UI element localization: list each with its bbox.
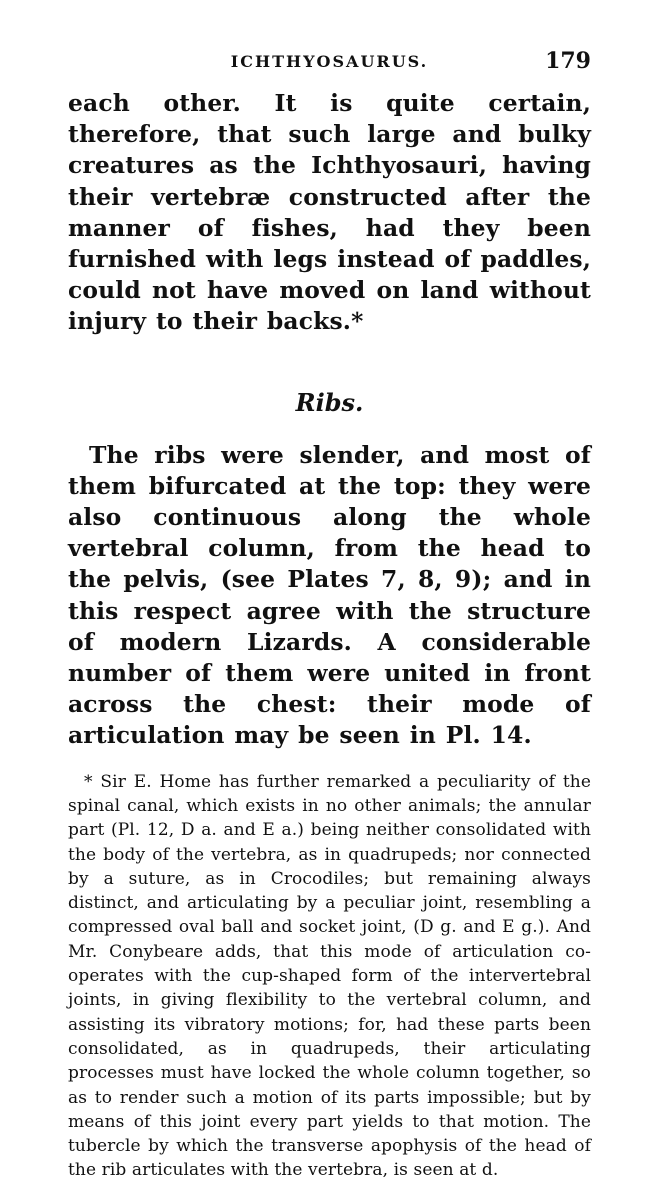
footnote <box>68 770 591 1183</box>
book-page <box>68 48 592 1200</box>
ribs-paragraph: The ribs were slender, and most of them bifurcated at the top: they were also continuous along the whole vertebral column, from the head to the pelvis, (see Plates 7, 8, 9); and in this respect agree with the structure of modern Lizards. A considerable number of them were united in front across the chest: their mode of articulation may be seen in Pl. 14. <box>68 440 591 750</box>
section-heading-ribs: Ribs. <box>295 387 364 417</box>
footnote-text: Sir E. Home has further remarked a peculiarity of the spinal canal, which exists in no other animals; the annular part (Pl. 12, D a. and E a.) being neither consolidated with the body of the vertebra, as in quadrupeds; nor connected by a suture, as in Crocodiles; but remaining always distinct, and articulating by a peculiar joint, resembling a compressed oval ball and socket joint, (D g. and E g.). And Mr. Conybeare adds, that this mode of articulation co-operates with the cup-shaped form of the intervertebral joints, in giving flexibility to the vertebral column, and assisting its vibratory motions; for, had these parts been consolidated, as in quadrupeds, their articulating processes must have locked the whole column together, so as to render such a motion of its parts impossible; but by means of this joint every part yields to that motion. The tubercle by which the transverse apophysis of the head of the rib articulates with the vertebra, is seen at d. <box>68 771 592 1181</box>
running-title: ICHTHYOSAURUS. <box>230 52 429 71</box>
footnote-mark: * <box>84 771 93 792</box>
opening-paragraph: each other. It is quite certain, therefore, that such large and bulky creatures as the Ichthyosauri, having their vertebræ constructed after the manner of fishes, had they been furnished with legs instead of paddles, could not have moved on land without injury to their backs.* <box>68 89 591 336</box>
running-head <box>68 48 591 82</box>
page-number: 179 <box>545 48 591 74</box>
